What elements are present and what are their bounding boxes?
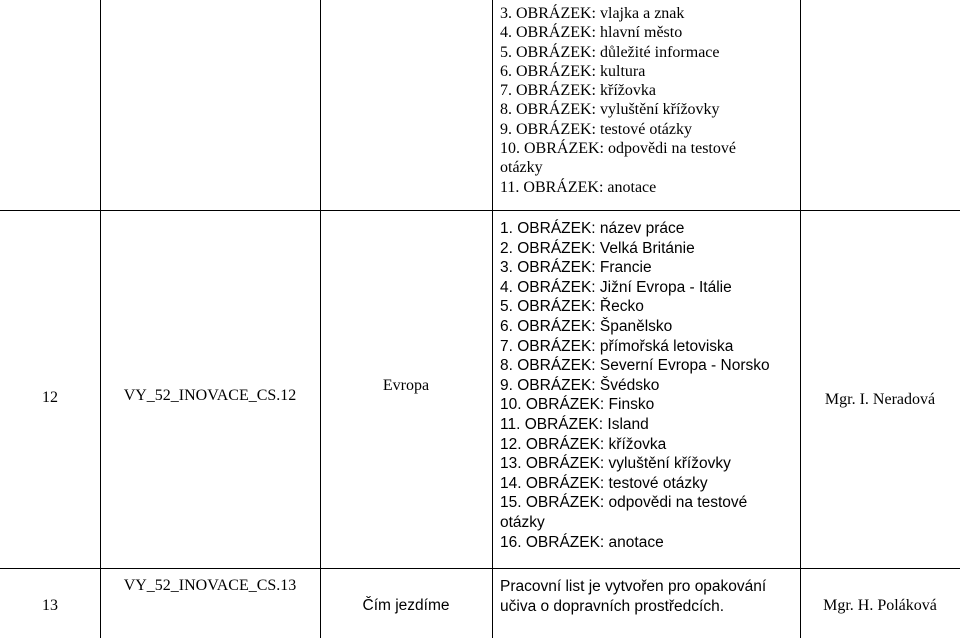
image-list-item: 8. OBRÁZEK: Severní Evropa - Norsko bbox=[500, 357, 770, 375]
image-list-item: 5. OBRÁZEK: Řecko bbox=[500, 298, 644, 316]
row-13-description-line: Pracovní list je vytvořen pro opakování bbox=[500, 578, 767, 595]
image-list-item: 12. OBRÁZEK: křížovka bbox=[500, 435, 667, 453]
image-list-item: 11. OBRÁZEK: Island bbox=[500, 415, 649, 433]
image-list-item: 4. OBRÁZEK: Jižní Evropa - Itálie bbox=[500, 278, 732, 296]
row-13-topic: Čím jezdíme bbox=[362, 597, 450, 614]
image-list-item: 10. OBRÁZEK: Finsko bbox=[500, 396, 655, 414]
image-list-item: 8. OBRÁZEK: vyluštění křížovky bbox=[500, 101, 720, 119]
column-divider bbox=[492, 0, 493, 638]
row-13-author: Mgr. H. Poláková bbox=[823, 597, 937, 614]
column-divider bbox=[100, 0, 101, 638]
image-list-item: 14. OBRÁZEK: testové otázky bbox=[500, 474, 708, 492]
image-list-item: 15. OBRÁZEK: odpovědi na testové bbox=[500, 494, 748, 512]
column-divider bbox=[800, 0, 801, 638]
image-list-item: 9. OBRÁZEK: testové otázky bbox=[500, 120, 692, 138]
image-list-item: otázky bbox=[500, 159, 543, 177]
image-list-item: 6. OBRÁZEK: kultura bbox=[500, 62, 646, 80]
row-12-image-list bbox=[500, 219, 798, 552]
row-13-description bbox=[500, 577, 798, 616]
row-13-code: VY_52_INOVACE_CS.13 bbox=[123, 577, 297, 594]
image-list-item: otázky bbox=[500, 513, 545, 531]
row-12-author: Mgr. I. Neradová bbox=[824, 391, 936, 408]
image-list-item: 7. OBRÁZEK: křížovka bbox=[500, 82, 656, 100]
row-divider bbox=[0, 568, 960, 569]
image-list-item: 2. OBRÁZEK: Velká Británie bbox=[500, 239, 695, 257]
image-list-item: 10. OBRÁZEK: odpovědi na testové bbox=[500, 140, 736, 158]
image-list-item: 7. OBRÁZEK: přímořská letoviska bbox=[500, 337, 734, 355]
row-13-number: 13 bbox=[42, 597, 58, 614]
image-list-item: 4. OBRÁZEK: hlavní město bbox=[500, 24, 683, 42]
image-list-item: 3. OBRÁZEK: Francie bbox=[500, 259, 652, 277]
image-list-item: 9. OBRÁZEK: Švédsko bbox=[500, 376, 660, 394]
row-12-code: VY_52_INOVACE_CS.12 bbox=[123, 387, 297, 404]
row-12-number: 12 bbox=[42, 389, 58, 406]
column-divider bbox=[320, 0, 321, 638]
row-divider bbox=[0, 210, 960, 211]
image-list-item: 5. OBRÁZEK: důležité informace bbox=[500, 43, 720, 61]
image-list-item: 13. OBRÁZEK: vyluštění křížovky bbox=[500, 455, 731, 473]
image-list-item: 1. OBRÁZEK: název práce bbox=[500, 220, 685, 237]
image-list-item: 3. OBRÁZEK: vlajka a znak bbox=[500, 5, 685, 22]
row-13-description-line: učiva o dopravních prostředcích. bbox=[500, 597, 725, 615]
image-list-item: 11. OBRÁZEK: anotace bbox=[500, 178, 657, 196]
image-list-item: 16. OBRÁZEK: anotace bbox=[500, 533, 664, 551]
image-list-item: 6. OBRÁZEK: Španělsko bbox=[500, 317, 673, 335]
row-11-image-list bbox=[500, 4, 798, 197]
row-12-topic: Evropa bbox=[382, 377, 430, 394]
